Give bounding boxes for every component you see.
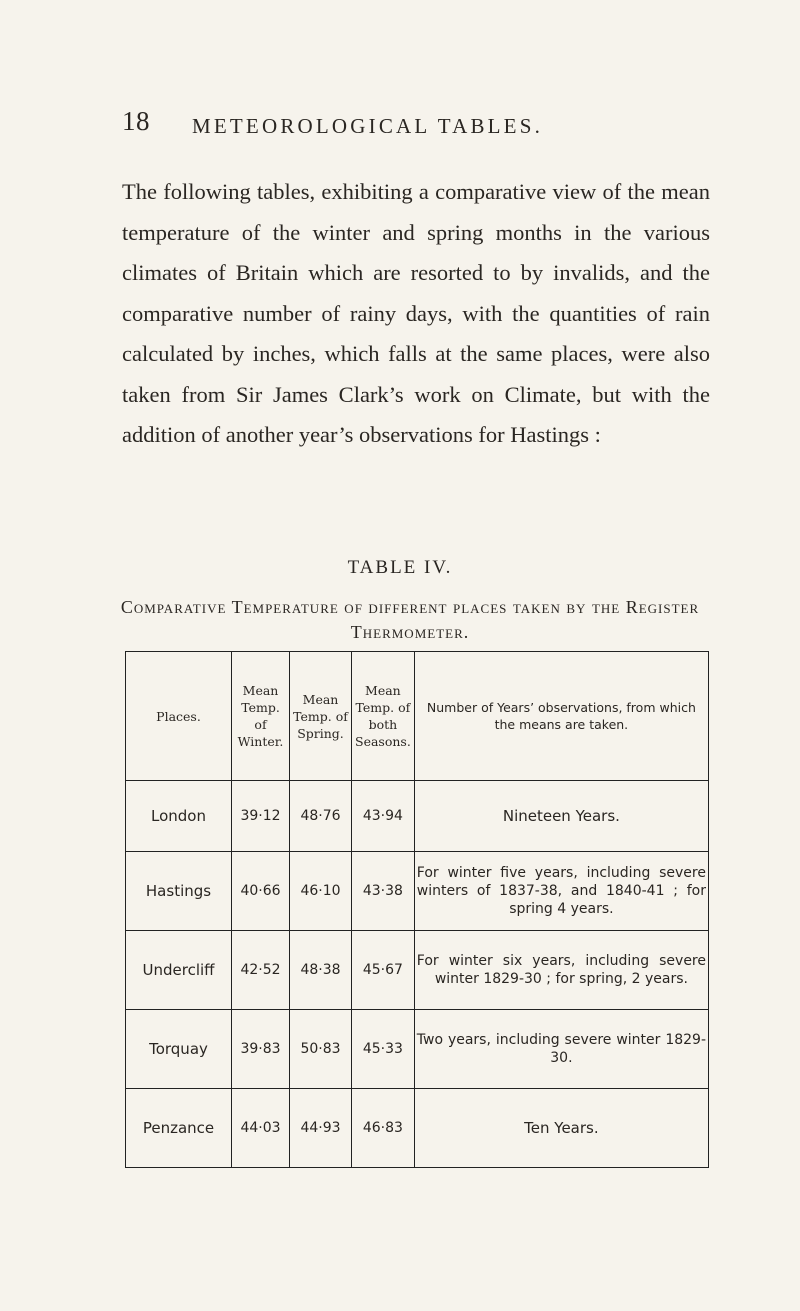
- cell-both: 43·38: [352, 852, 415, 931]
- intro-paragraph: The following tables, exhibiting a comparative view of the mean temperature of the winter and spring months in the various climates of Britain which are resorted to by invalids, and the comparative number of rainy days, with the quantities of rain calculated by inches, which falls at the same places, were also taken from Sir James Clark’s work on Climate, but with the addition of another year’s observations for Hastings :: [122, 179, 710, 447]
- cell-place: Hastings: [126, 852, 232, 931]
- header-both: Mean Temp. of both Seasons.: [352, 652, 415, 781]
- table-row: [126, 931, 709, 1010]
- cell-place: Torquay: [126, 1010, 232, 1089]
- header-places: Places.: [126, 652, 232, 781]
- header-spring: Mean Temp. of Spring.: [290, 652, 352, 781]
- table-row: [126, 852, 709, 931]
- cell-winter: 39·12: [232, 781, 290, 852]
- cell-spring: 50·83: [290, 1010, 352, 1089]
- table-row: [126, 781, 709, 852]
- table-row: [126, 1010, 709, 1089]
- cell-spring: 44·93: [290, 1089, 352, 1168]
- cell-winter: 42·52: [232, 931, 290, 1010]
- cell-both: 45·33: [352, 1010, 415, 1089]
- cell-spring: 48·38: [290, 931, 352, 1010]
- page-number: 18: [122, 106, 150, 136]
- cell-place: London: [126, 781, 232, 852]
- table-caption: Comparative Temperature of different places taken by the Register Thermometer.: [120, 597, 700, 642]
- cell-spring: 46·10: [290, 852, 352, 931]
- cell-note: Two years, including severe winter 1829-30.: [414, 1010, 708, 1089]
- cell-spring: 48·76: [290, 781, 352, 852]
- cell-both: 46·83: [352, 1089, 415, 1168]
- cell-place: Undercliff: [126, 931, 232, 1010]
- header-winter: Mean Temp. of Winter.: [232, 652, 290, 781]
- cell-note: Ten Years.: [414, 1089, 708, 1168]
- table-header-row: [126, 652, 709, 781]
- cell-note: Nineteen Years.: [414, 781, 708, 852]
- running-title: METEOROLOGICAL TABLES.: [192, 114, 544, 138]
- temperature-table: [125, 651, 709, 1168]
- cell-note: For winter five years, including severe winters of 1837-38, and 1840-41 ; for spring 4 years.: [414, 852, 708, 931]
- cell-both: 45·67: [352, 931, 415, 1010]
- header-years: Number of Years’ observations, from which the means are taken.: [414, 652, 708, 781]
- cell-both: 43·94: [352, 781, 415, 852]
- cell-place: Penzance: [126, 1089, 232, 1168]
- cell-winter: 44·03: [232, 1089, 290, 1168]
- cell-winter: 39·83: [232, 1010, 290, 1089]
- page-header: [122, 106, 702, 146]
- cell-winter: 40·66: [232, 852, 290, 931]
- table-title: TABLE IV.: [347, 557, 453, 578]
- table-row: [126, 1089, 709, 1168]
- cell-note: For winter six years, including severe winter 1829-30 ; for spring, 2 years.: [414, 931, 708, 1010]
